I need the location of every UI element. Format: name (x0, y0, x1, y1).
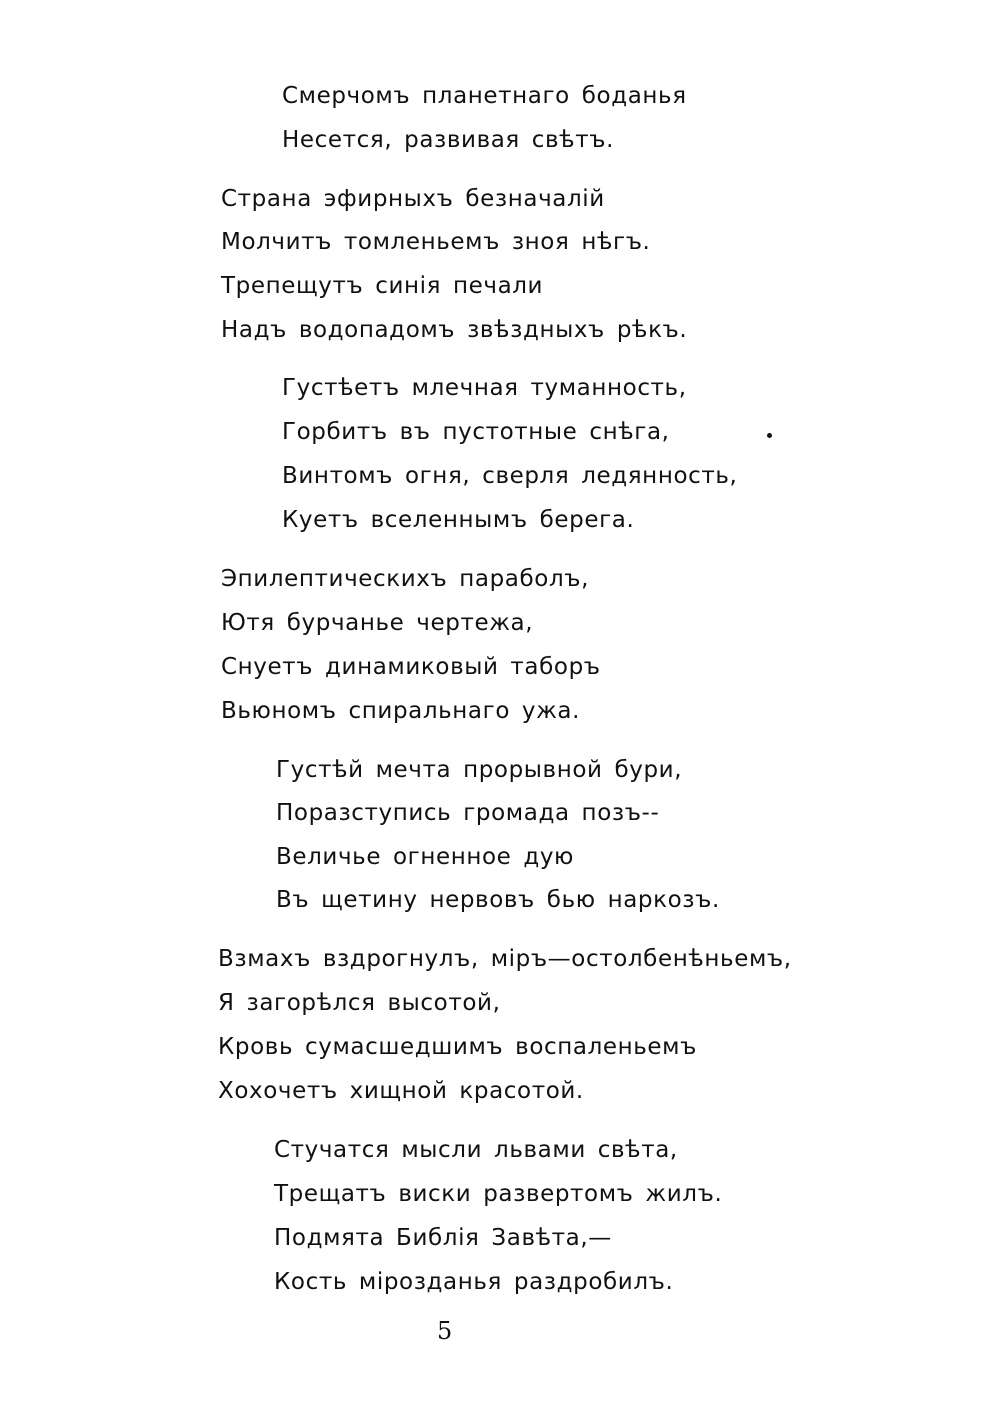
poem-line: Страна эфирныхъ безначалій (221, 186, 605, 212)
poem-line: Горбитъ въ пустотные снѣга, (282, 419, 670, 445)
poem-line: Куетъ вселеннымъ берега. (282, 507, 635, 533)
poem-line: Винтомъ огня, сверля ледянность, (282, 463, 738, 489)
poem-line: Въ щетину нервовъ бью наркозъ. (276, 887, 720, 913)
poem-line: Снуетъ динамиковый таборъ (221, 654, 601, 680)
poem-line: Вьюномъ спиральнаго ужа. (221, 698, 581, 724)
poem-line: Величье огненное дую (276, 844, 575, 870)
poem-line: Взмахъ вздрогнулъ, міръ—остолбенѣньемъ, (218, 946, 792, 972)
poem-line: Кость мірозданья раздробилъ. (274, 1269, 674, 1295)
poem-line: Надъ водопадомъ звѣздныхъ рѣкъ. (221, 317, 688, 343)
ink-speck (767, 433, 772, 438)
poem-line: Поразступись громада позъ-- (276, 800, 660, 826)
poem-line: Густѣетъ млечная туманность, (282, 375, 687, 401)
poem-line: Смерчомъ планетнаго боданья (282, 83, 687, 109)
poem-line: Молчитъ томленьемъ зноя нѣгъ. (221, 229, 651, 255)
poem-line: Густѣй мечта прорывной бури, (276, 757, 683, 783)
poem-line: Трещатъ виски развертомъ жилъ. (274, 1181, 723, 1207)
poem-line: Подмята Библія Завѣта,— (274, 1225, 612, 1251)
poem-line: Ютя бурчанье чертежа, (221, 610, 534, 636)
poem-line: Эпилептическихъ параболъ, (221, 566, 590, 592)
poem-line: Кровь сумасшедшимъ воспаленьемъ (218, 1034, 697, 1060)
poem-line: Несется, развивая свѣтъ. (282, 127, 614, 153)
poem-line: Трепещутъ синія печали (221, 273, 544, 299)
poem-line: Я загорѣлся высотой, (218, 990, 501, 1016)
poem-line: Стучатся мысли львами свѣта, (274, 1137, 678, 1163)
page-number: 5 (437, 1317, 453, 1345)
poem-line: Хохочетъ хищной красотой. (218, 1078, 584, 1104)
